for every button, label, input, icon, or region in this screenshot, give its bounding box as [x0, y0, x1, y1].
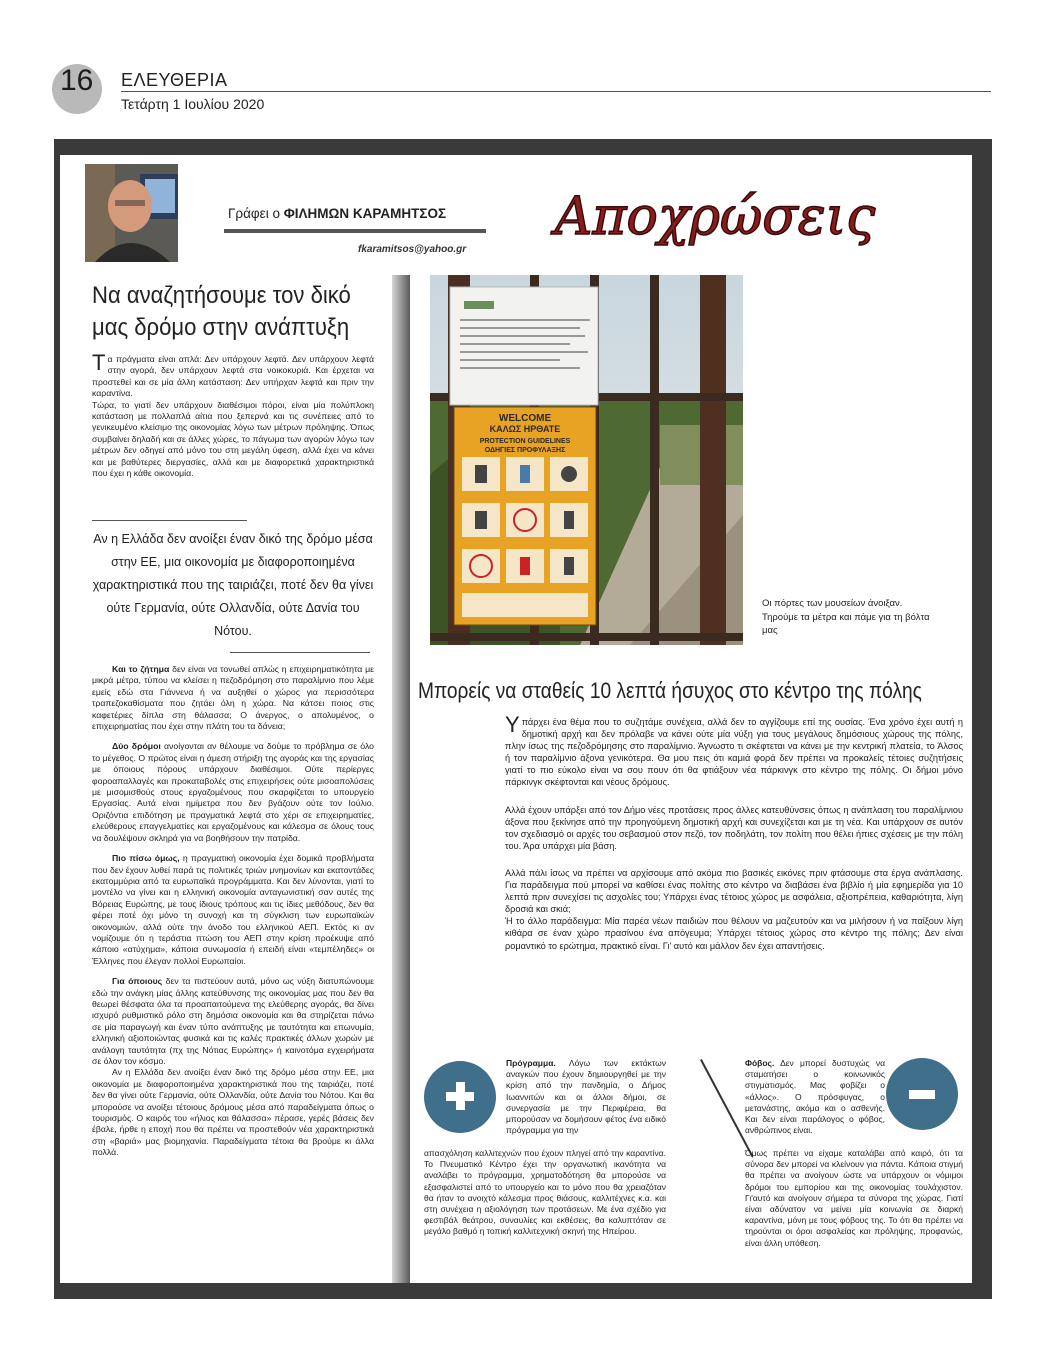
- minus-box-text-continued: Όμως πρέπει να είχαμε καταλάβει από καιρό, ότι τα σύνορα δεν μπορεί να κλείνουν για πάντα. Κάποια στιγμή θα πρέπει να ανοίγουν ώστε να υπάρχουν οι νόμιμοι δρόμοι του εμπορίου και της οικονομίας τουλάχιστον. Γι'αυτό και ανοίγουν σήμερα τα σύνορα της χώρας. Γιατί είναι αδύνατον να μείνει μία κοινωνία σε διαρκή καραντίνα, μόνη με τους φόβους της. Το ότι θα πρέπει να τηρούνται οι όροι ασφαλείας και πρόληψης, προφανώς, είναι άλλη υπόθεση.: [745, 1148, 963, 1248]
- intro-text: α πράγματα είναι απλά: Δεν υπάρχουν λεφτά. Δεν υπάρχουν λεφτά στην αγορά, δεν υπάρχουν λεφτά στα νοικοκυριά. Και έρχεται να προστεθεί και σε μία άλλη κατάσταση: Δεν υπήρχαν λεφτά και πριν την καραντίνα.: [92, 354, 374, 399]
- author-email: fkaramitsos@yahoo.gr: [358, 244, 467, 255]
- plus-box-text: [506, 1058, 666, 1136]
- paragraph-lead: Και το ζήτημα: [112, 664, 170, 674]
- paragraph-text: Αν η Ελλάδα δεν ανοίξει έναν δικό της δρόμο μέσα στην ΕΕ, μια οικονομία με διαφοροποιημένα χαρακτηριστικά που της ταιριάζει, ποτέ δεν θα γίνει ούτε Γερμανία, ούτε Ολλανδία, ούτε Δανία του Νότου. Και θα μπορούσε να ανοίξει τέτοιους δρόμους μέσα από παραδείγματα όπως ο τουρισμός. Ο καιρός του «ήλιος και θάλασσα» πέρασε, γερές βάσεις δεν έβαλε, ήρθε η εποχή που θα πρέπει να προστεθούν νέα χαρακτηριστικά στη «βαριά» μας βιομηχανία. Παραδείγματα τέτοια θα βρούμε κι άλλα πολλά.: [92, 1067, 374, 1158]
- sign-text: PROTECTION GUIDELINES: [479, 438, 571, 445]
- right-body: [505, 712, 963, 967]
- left-headline: Να αναζητήσουμε τον δικό μας δρόμο στην ανάπτυξη: [92, 282, 351, 341]
- byline-rule: [224, 229, 486, 233]
- plus-box-text-continued: απασχόληση καλλιτεχνών που έχουν πληγεί από την καραντίνα. Το Πνευματικό Κέντρο έχει την οργανωτική ικανότητα να αναλάβει το πρόγραμμα, χρηματοδότηση θα μπορούσε να εξασφαλιστεί από το υπουργείο και το μόνο που θα χρειαζόταν θα ήταν το ανοιχτό κάλεσμα προς θιάσους, καλλιτέχνες κ.α. και στη συνέχεια η αξιολόγηση των προτάσεων. Με ένα σχέδιο για φεστιβάλ θεάτρου, συναυλίες και εκθέσεις, θα καλυπτόταν σε μεγάλο βαθμό η τοπική καλλιτεχνική σκηνή της Ηπείρου.: [424, 1148, 666, 1237]
- plus-box-body: Λόγω των εκτάκτων αναγκών που έχουν δημιουργηθεί με την κρίση από την πανδημία, ο Δήμος Ιωαννιτών και οι άλλοι δήμοι, σε συνεργασία με την Περιφέρεια, θα μπορούσαν να δομήσουν φέτος ένα ειδικό πρόγραμμα για την: [506, 1058, 666, 1136]
- paragraph: [92, 741, 374, 844]
- sign-text: ΟΔΗΓΙΕΣ ΠΡΟΦΥΛΑΞΗΣ: [484, 447, 566, 454]
- paragraph-text: Αλλά έχουν υπάρξει από τον Δήμο νέες προτάσεις προς άλλες κατευθύνσεις όπως η ανάπλαση του παραλίμνιου άξονα που ξεκίνησε από την προηγούμενη δημοτική αρχή και συνεχίζεται και με τη νέα. Και υπάρχουν σε αυτόν τον σχεδιασμό οι αρχές του σεβασμού στον πεζό, τον ποδηλάτη, τον πολίτη που θέλει ήπιες σχέσεις με την πόλη του. Άρα υπάρχει μία βάση.: [505, 804, 963, 851]
- right-dropcap: Υ: [505, 712, 520, 737]
- paragraph-lead: Δύο δρόμοι: [112, 741, 161, 752]
- paragraph-lead: Πιο πίσω όμως,: [112, 853, 180, 864]
- author-photo: [85, 164, 178, 262]
- paragraph: [92, 976, 374, 1067]
- paragraph-text: Ή το άλλο παράδειγμα: Μία παρέα νέων παιδιών που θέλουν να μαζευτούν και να μιλήσουν ή να παίξουν λίγη κιθάρα σε έναν χώρο πρασίνου ένα απόγευμα; Υπάρχει τέτοιος χώρος στο κέντρο της πόλης; Δεν είναι ρομαντικό το ερώτημα, πρακτικό είναι. Γι' αυτό και μάλλον δεν έχει απαντήσεις.: [505, 916, 963, 951]
- column-title: [505, 176, 925, 256]
- paragraph: [505, 712, 963, 789]
- paragraph: [505, 867, 963, 952]
- minus-icon-bar: [909, 1090, 935, 1099]
- column-divider: [392, 275, 410, 1283]
- minus-box-lead: Φόβος.: [745, 1058, 775, 1068]
- paragraph-text: η πραγματική οικονομία έχει δομικά προβλήματα που δεν έχουν λυθεί παρά τις πολιτικές τριών μνημονίων και εκατοντάδες εκατομμύρια από τα ευρωπαϊκά προγράμματα. Και δεν λύνονται, γιατί το μοντέλο να γίνει και η ελληνική οικονομία ανταγωνιστική σαν αυτές της Βόρειας Ευρώπης, με τους ίδιους τρόπους και τις ίδιες μεθόδους, δεν θα φέρει ποτέ όχι μόνο τη συνοχή και τη σύγκλιση των ευρωπαϊκών οικονομιών, αλλά ούτε την άνοδο του ελληνικού ΑΕΠ. Εκτός κι αν νομίζουμε ότι η τεράστια πτώση του ΑΕΠ στην κρίση προέκυψε από κάποιο «ατύχημα», κάποια συνωμοσία ή επειδή είναι «τεμπέληδες» οι Έλληνες που έλεγαν πολλοί Ευρωπαίοι.: [92, 853, 375, 966]
- paragraph-text: Αλλά πάλι ίσως να πρέπει να αρχίσουμε από ακόμα πιο βασικές εικόνες πριν φτάσουμε στα έργα ανάπλασης. Για παράδειγμα πού μπορεί να καθίσει ένας πολίτης στο κέντρο να διαβάσει ένα βιβλίο ή μία εφημερίδα για 10 λεπτά πριν συνεχίσει τις ασχολίες του; Υπάρχει ένας τέτοιος χώρος με ασφάλεια, αξιοπρέπεια, καθαριότητα, λίγη δροσιά και σκιά;: [505, 867, 963, 915]
- frame-bottom-bar: [54, 1283, 992, 1299]
- column-title-text: Αποχρώσεις: [554, 187, 876, 247]
- frame-top-bar: [54, 139, 992, 155]
- minus-box-body: Δεν μπορεί δυστυχώς να σταματήσει ο κοινωνικός στιγματισμός. Μας φοβίζει ο «άλλος». Ο πρόσφυγας, ο μετανάστης, ακόμα και ο ασθενής. Και δεν είναι παράλογος ο φόβος, ανθρώπινος είναι.: [745, 1058, 885, 1136]
- left-intro: [92, 350, 374, 488]
- paragraph-text: πάρχει ένα θέμα που το συζητάμε συνέχεια, αλλά δεν το αγγίζουμε επί της ουσίας. Ένα χρόνο έχει αυτή η δημοτική αρχή και δεν πρόλαβε να κάνει ούτε μία νύξη για τους μεγάλους δημόσιους χώρους της πόλης, πλην ίσως της πεζοδρόμησης στο παραλίμνιο. Άγνωστο τι σκέφτεται να κάνει με την κεντρική πλατεία, το Άλσος ή τον παραλίμνιο άξονα γενικότερα. Θα μου πεις ότι καμιά φορά δεν πρέπει να προκαλείς τέτοιες συζητήσεις γιατί το πιο εύκολο είναι να σου πουν ότι θα φτιάξουν νέα πάρκινγκ στο κέντρο της πόλης. Οι δήμοι μόνο πάρκινγκ σκέφτονται και νέους δρόμους.: [505, 717, 963, 788]
- plus-icon-bar: [456, 1082, 465, 1110]
- sign-text: WELCOME: [498, 413, 552, 424]
- paragraph: [92, 664, 374, 732]
- sign-text: ΚΑΛΩΣ ΗΡΘΑΤΕ: [489, 424, 561, 434]
- pull-quote-rule-top: [92, 520, 247, 521]
- pull-quote: Αν η Ελλάδα δεν ανοίξει έναν δικό της δρόμο μέσα στην ΕΕ, μια οικονομία με διαφοροποιημένα χαρακτηριστικά που της ταιριάζει, ποτέ δεν θα γίνει ούτε Γερμανία, ούτε Ολλανδία, ούτε Δανία του Νότου.: [92, 532, 374, 638]
- paragraph: [92, 853, 374, 967]
- paragraph-text: ανοίγονται αν θέλουμε να δούμε το πρόβλημα σε όλο το μέγεθος. Ο πρώτος είναι η άμεση στήριξη της αγοράς και της εργασίας με όποιους πόρους υπάρχουν διαθέσιμοι. Ούτε περίεργες φοροαπαλλαγές και προκαταβολές στις επιχειρήσεις ούτε μισοαπολύσεις με μισομισθούς στους εργαζομένους που σκαρφίζεται το υπουργείο Εργασίας. Αυτά είναι ημίμετρα που δεν βγάζουν ούτε τον Ιούλιο. Οριζόντια επιδότηση με πραγματικά λεφτά στο χέρι σε επιχειρηματίες, ελεύθερους επαγγελματίες και εργαζομένους και κάλεσμα σε όλους τους να δουλέψουν σκληρά για να βοηθήσουν την πατρίδα.: [92, 741, 374, 843]
- paragraph-text: δεν είναι να τονωθεί απλώς η επιχειρηματικότητα με μικρά μέτρα, τύπου να κλείσει η πεζοδρόμηση στο παραλίμνιο που λέμε εμείς εδώ στα Γιάννενα ή να αυξηθεί ο χώρος για περισσότερα τραπεζοκαθίσματα που ζητάει όλη η χώρα. Να κάτσει ποιος στις καφετέριες δίπλα στη θάλασσα; Ο άνεργος, ο απολυμένος, ο επιχειρηματίας που έχει στην πλάτη του τα δάνεια;: [92, 664, 374, 732]
- paragraph: [92, 1067, 374, 1158]
- plus-box-lead: Πρόγραμμα.: [506, 1058, 556, 1068]
- publication-date: Τετάρτη 1 Ιουλίου 2020: [121, 96, 265, 112]
- newspaper-name: ΕΛΕΥΘΕΡΙΑ: [121, 70, 228, 90]
- pull-quote-rule-bottom: [230, 652, 370, 653]
- left-body: [92, 664, 374, 1168]
- author-name: ΦΙΛΗΜΩΝ ΚΑΡΑΜΗΤΣΟΣ: [283, 206, 447, 221]
- photo-caption: Οι πόρτες των μουσείων άνοιξαν. Τηρούμε τα μέτρα και πάμε για τη βόλτα μας: [762, 598, 930, 636]
- minus-box-text: [745, 1058, 885, 1136]
- intro-text-2: Τώρα, το γιατί δεν υπάρχουν διαθέσιμοι πόροι, είναι μία πολύπλοκη κατάσταση με πολλαπλά αίτια που ξεπερνά και τις συνέπειες από το γενικευμένο κλείσιμο της οικονομίας λόγω των μέτρων πρόληψης. Όπως συμβαίνει δηλαδή και σε άλλες χώρες, το πάγωμα των αγορών λόγω των μέτρων δεν οδηγεί από μόνο του στη μεγάλη ύφεση, αλλά έχει να κάνει και με βαθύτερες διεργασίες, αλλά και με διαφορετικά χαρακτηριστικά που έχει η κάθε οικονομία.: [92, 399, 374, 479]
- byline: [228, 206, 446, 221]
- frame-right-bar: [972, 139, 992, 1299]
- paragraph-text: δεν τα πιστεύουν αυτά, μόνο ως νύξη διατυπώνουμε εδώ την ανάγκη μίας άλλης κατεύθυνσης της οικονομίας μας που δεν θα θεωρεί θέσφατα όλα τα προαπαιτούμενα της ελεύθερης αγοράς, θα δίνει ισχυρό ρυθμιστικό ρόλο στη δημόσια οικονομία και θα στηρίζεται πάνω σε μία παραγωγή και έναν τύπο ανάπτυξης με ταυτότητα και επωνυμία, ελληνική αξιοποιώντας φυσικά και τις καλές πρακτικές άλλων χωρών με ανάλογη ταυτότητα (πχ της Νότιας Ευρώπης» ή καινοτόμα εγχειρήματα σε όλον τον κόσμο.: [92, 976, 374, 1066]
- article-photo: [430, 275, 743, 645]
- byline-prefix: Γράφει ο: [228, 206, 284, 221]
- intro-dropcap: Τ: [92, 350, 106, 375]
- right-headline: Μπορείς να σταθείς 10 λεπτά ήσυχος στο κέντρο της πόλης: [418, 678, 922, 703]
- frame-left-bar: [54, 139, 60, 1299]
- paragraph-lead: Για όποιους: [112, 976, 163, 987]
- page-number: 16: [60, 64, 94, 97]
- header-rule: [121, 91, 991, 92]
- paragraph: [505, 804, 963, 852]
